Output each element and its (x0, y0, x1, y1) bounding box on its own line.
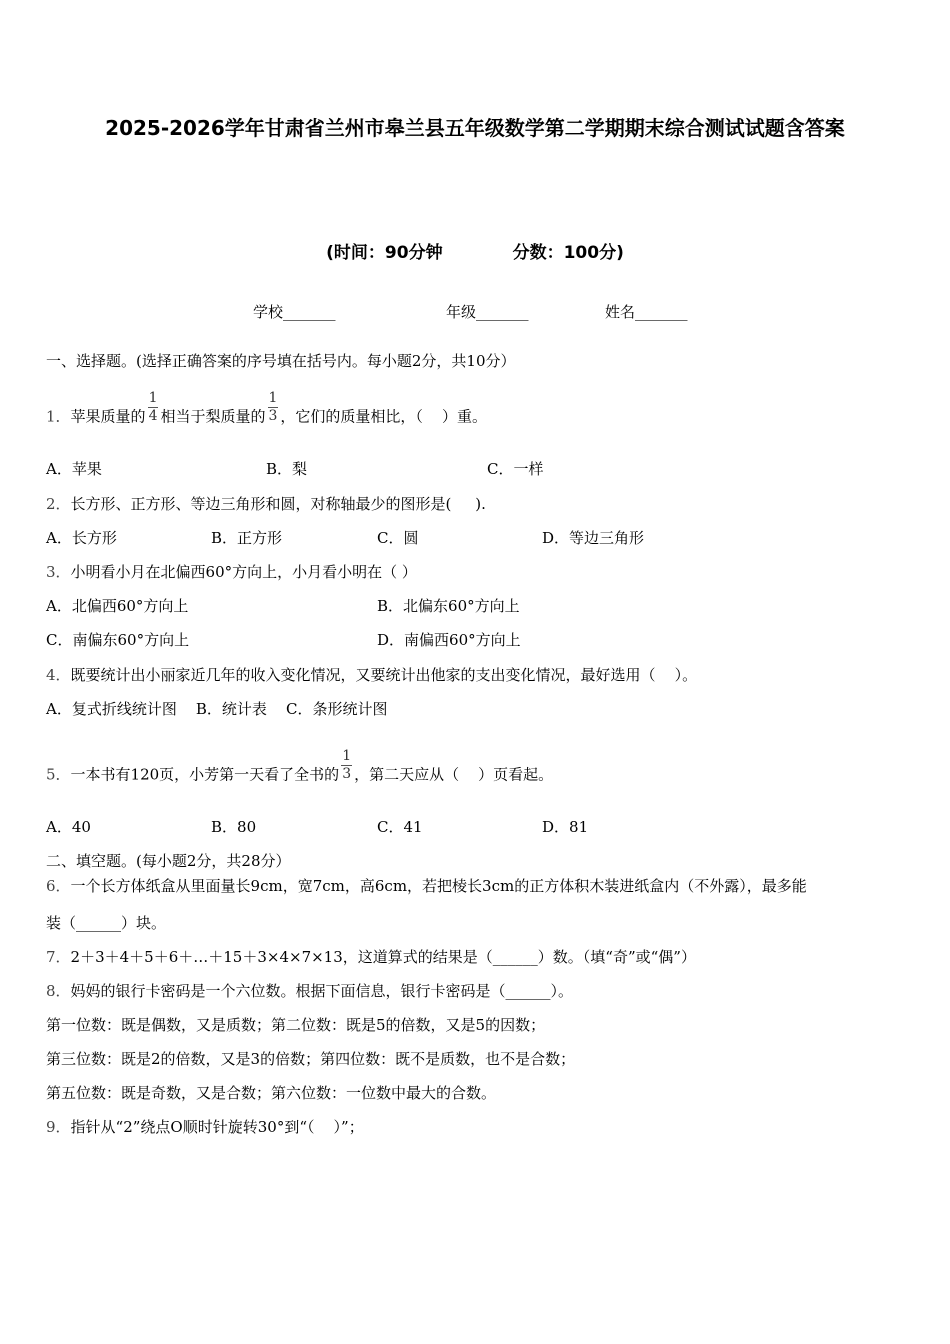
option-d[interactable]: D．81 (542, 818, 589, 836)
option-c[interactable]: C．41 (377, 818, 423, 836)
fraction: $\frac{1}{3}$ (342, 748, 352, 782)
option-b[interactable]: B．80 (211, 818, 257, 836)
option-a[interactable]: A．40 (46, 818, 91, 836)
question-6-continued: 装（______）块。 (46, 914, 167, 932)
option-a[interactable]: A．长方形 (46, 529, 117, 547)
school-field[interactable]: 学校_______ (253, 303, 336, 321)
question-2: 2．长方形、正方形、等边三角形和圆，对称轴最少的图形是( ). (46, 495, 486, 513)
question-4: 4．既要统计出小丽家近几年的收入变化情况，又要统计出他家的支出变化情况，最好选用（ ）。 (46, 666, 698, 684)
option-c[interactable]: C．一样 (487, 460, 544, 478)
question-text: 苹果质量的 (70, 407, 146, 426)
question-7: 7．2＋3＋4＋5＋6＋…＋15＋3×4×7×13，这道算式的结果是（______）数。（填“奇”或“偶”） (46, 948, 696, 966)
section-fill-heading: 二、填空题。(每小题2分，共28分） (46, 852, 291, 870)
exam-score: 分数：100分) (512, 243, 624, 263)
option-d[interactable]: D．等边三角形 (542, 529, 645, 547)
fraction: $\frac{1}{4}$ (148, 390, 158, 424)
question-8: 8．妈妈的银行卡密码是一个六位数。根据下面信息，银行卡密码是（______）。 (46, 982, 574, 1000)
option-a[interactable]: A．北偏西60°方向上 (46, 597, 189, 615)
document-title: 2025-2026学年甘肃省兰州市皋兰县五年级数学第二学期期末综合测试试题含答案 (105, 116, 845, 140)
option-d[interactable]: D．南偏西60°方向上 (377, 631, 521, 649)
question-8-clue-2: 第三位数：既是2的倍数，又是3的倍数；第四位数：既不是质数，也不是合数； (46, 1050, 576, 1068)
grade-field[interactable]: 年级_______ (446, 303, 529, 321)
option-a[interactable]: A．苹果 (46, 460, 102, 478)
name-field[interactable]: 姓名_______ (605, 303, 688, 321)
question-text: ，它们的质量相比，（ ）重。 (280, 407, 487, 426)
question-5: 5．一本书有120页，小芳第一天看了全书的 $\frac{1}{3}$ ，第二天应从（ ）页看起。 (46, 748, 554, 784)
option-c[interactable]: C．南偏东60°方向上 (46, 631, 190, 649)
question-number: 1． (46, 407, 71, 426)
exam-time: (时间：90分钟 (326, 243, 443, 263)
question-text: 相当于梨质量的 (160, 407, 266, 426)
question-9: 9．指针从“2”绕点O顺时针旋转30°到“（ ）”； (46, 1118, 364, 1136)
exam-time-score (0, 238, 950, 263)
option-b[interactable]: B．正方形 (211, 529, 283, 547)
fraction: $\frac{1}{3}$ (268, 390, 278, 424)
question-8-clue-3: 第五位数：既是奇数，又是合数；第六位数：一位数中最大的合数。 (46, 1084, 497, 1102)
section-choice-heading: 一、选择题。(选择正确答案的序号填在括号内。每小题2分，共10分） (46, 352, 516, 370)
question-4-options[interactable]: A．复式折线统计图 B．统计表 C．条形统计图 (46, 700, 388, 718)
option-b[interactable]: B．北偏东60°方向上 (377, 597, 520, 615)
question-6: 6．一个长方体纸盒从里面量长9cm，宽7cm，高6cm，若把棱长3cm的正方体积木装进纸盒内（不外露），最多能 (46, 877, 807, 895)
question-3: 3．小明看小月在北偏西60°方向上，小月看小明在（ ） (46, 563, 417, 581)
question-1 (46, 390, 487, 435)
option-c[interactable]: C．圆 (377, 529, 419, 547)
question-8-clue-1: 第一位数：既是偶数，又是质数；第二位数：既是5的倍数，又是5的因数； (46, 1016, 546, 1034)
option-b[interactable]: B．梨 (266, 460, 308, 478)
